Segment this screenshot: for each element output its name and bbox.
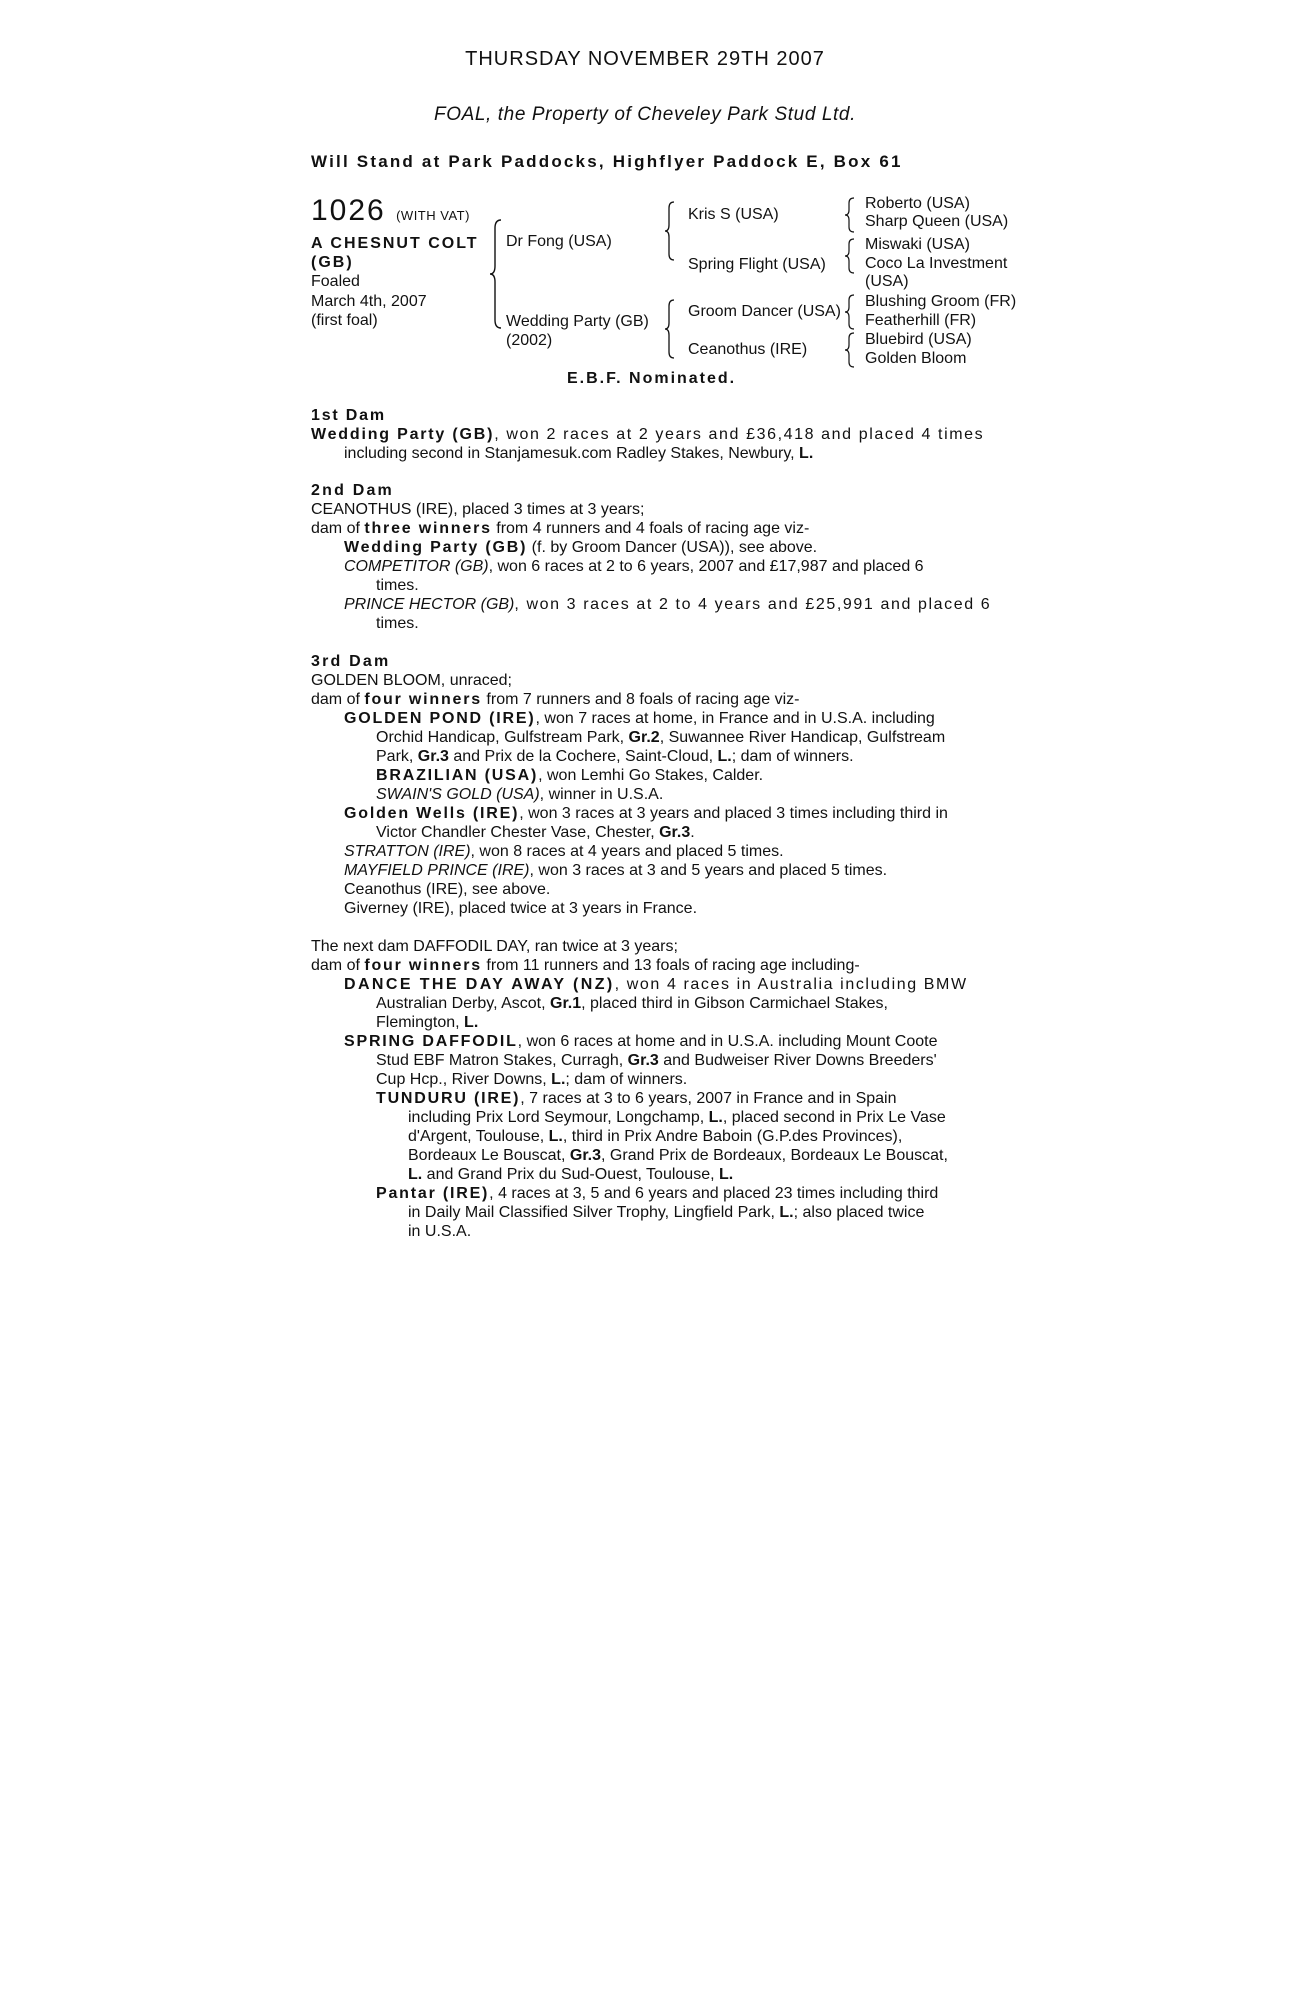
listed-label: L. xyxy=(464,1014,479,1031)
tunduru-text-3b: , third in Prix Andre Baboin (G.P.des Provinces), xyxy=(562,1128,903,1145)
golden-pond-line-2 xyxy=(311,728,991,747)
pantar-line-3: in U.S.A. xyxy=(408,1223,472,1240)
next-dam-dam-of xyxy=(311,956,991,975)
first-dam-heading: 1st Dam xyxy=(311,407,386,424)
first-dam-text-1: , won 2 races at 2 years and £36,418 and placed 4 times xyxy=(494,426,985,443)
dance-the-day-away-text-3: Flemington, xyxy=(376,1014,465,1031)
pantar-text-1: , 4 races at 3, 5 and 6 years and placed 23 times including third xyxy=(489,1185,939,1202)
stand-location: Will Stand at Park Paddocks, Highflyer Paddock E, Box 61 xyxy=(311,152,903,171)
pedigree-brace-ggp3 xyxy=(843,293,857,331)
third-dam-heading: 3rd Dam xyxy=(311,653,391,670)
brazilian-text: , won Lemhi Go Stakes, Calder. xyxy=(538,767,764,784)
pantar-line-2 xyxy=(311,1203,991,1222)
golden-pond-text-3c: ; dam of winners. xyxy=(731,748,854,765)
third-dam-dam-of xyxy=(311,690,991,709)
first-dam-text-2: including second in Stanjamesuk.com Radley Stakes, Newbury, xyxy=(344,445,800,462)
second-dam-heading: 2nd Dam xyxy=(311,482,394,499)
dam-dam: Ceanothus (IRE) xyxy=(688,341,808,358)
prince-hector-entry-cont: times. xyxy=(376,615,419,632)
golden-wells-text-1: , won 3 races at 3 years and placed 3 times including third in xyxy=(519,805,948,822)
winners-count: four winners xyxy=(364,957,482,974)
listed-label: L. xyxy=(717,748,732,765)
dam-of-suffix: from 7 runners and 8 foals of racing age viz- xyxy=(481,691,800,708)
second-dam-line-1: CEANOTHUS (IRE), placed 3 times at 3 years; xyxy=(311,501,645,518)
giverney-entry: Giverney (IRE), placed twice at 3 years in France. xyxy=(344,900,698,917)
swains-gold-name: SWAIN'S GOLD (USA) xyxy=(376,786,540,803)
wedding-party-name: Wedding Party (GB) xyxy=(344,539,528,556)
spring-daffodil-text-2b: and Budweiser River Downs Breeders' xyxy=(658,1052,937,1069)
dam-of-suffix: from 11 runners and 13 foals of racing age including- xyxy=(481,957,860,974)
dance-the-day-away-line-2 xyxy=(311,994,991,1013)
prince-hector-name: PRINCE HECTOR (GB) xyxy=(344,596,515,613)
ebf-nominated: E.B.F. Nominated. xyxy=(567,370,737,387)
dam-sire: Groom Dancer (USA) xyxy=(688,303,841,320)
tunduru-line-5 xyxy=(311,1165,991,1184)
tunduru-text-1: , 7 races at 3 to 6 years, 2007 in France and in Spain xyxy=(520,1090,897,1107)
winners-count: three winners xyxy=(364,520,492,537)
pedigree-brace-ggp1 xyxy=(843,196,857,234)
tunduru-text-2a: including Prix Lord Seymour, Longchamp, xyxy=(408,1109,709,1126)
lot-number-value: 1026 xyxy=(311,194,386,227)
swains-gold-text: , winner in U.S.A. xyxy=(539,786,664,803)
ggp-5: Blushing Groom (FR) xyxy=(865,293,1017,310)
tunduru-line-3 xyxy=(311,1127,991,1146)
dance-the-day-away-entry xyxy=(311,975,991,994)
dance-the-day-away-text-2a: Australian Derby, Ascot, xyxy=(376,995,550,1012)
grade-2-label: Gr.2 xyxy=(628,729,660,746)
mayfield-prince-text: , won 3 races at 3 and 5 years and placed 5 times. xyxy=(529,862,888,879)
pedigree-brace-sire xyxy=(662,200,678,262)
first-dam-line-2 xyxy=(311,444,991,463)
ggp-4-cont: (USA) xyxy=(865,273,909,290)
ggp-3: Miswaki (USA) xyxy=(865,236,970,253)
pedigree-brace-ggp4 xyxy=(843,331,857,369)
first-dam-line-1 xyxy=(311,425,991,444)
lot-number xyxy=(311,194,470,228)
tunduru-line-2 xyxy=(311,1108,991,1127)
first-foal-note: (first foal) xyxy=(311,312,378,329)
dance-the-day-away-text-2b: , placed third in Gibson Carmichael Stakes, xyxy=(581,995,888,1012)
listed-label: L. xyxy=(408,1166,423,1183)
ggp-4: Coco La Investment xyxy=(865,255,1008,272)
grade-3-label: Gr.3 xyxy=(627,1052,659,1069)
first-dam-name: Wedding Party (GB) xyxy=(311,426,495,443)
second-dam-section xyxy=(311,481,991,633)
brazilian-entry xyxy=(311,766,991,785)
dam-name: Wedding Party (GB) xyxy=(506,313,649,330)
tunduru-text-3a: d'Argent, Toulouse, xyxy=(408,1128,549,1145)
pantar-text-2a: in Daily Mail Classified Silver Trophy, Lingfield Park, xyxy=(408,1204,780,1221)
grade-1-label: Gr.1 xyxy=(550,995,582,1012)
spring-daffodil-text-3b: ; dam of winners. xyxy=(565,1071,688,1088)
pedigree-brace-dam xyxy=(662,298,678,360)
competitor-entry xyxy=(311,557,991,576)
grade-3-label: Gr.3 xyxy=(569,1147,602,1164)
golden-pond-text-3b: and Prix de la Cochere, Saint-Cloud, xyxy=(448,748,718,765)
sire-dam: Spring Flight (USA) xyxy=(688,256,826,273)
listed-label: L. xyxy=(551,1071,566,1088)
stratton-name: STRATTON (IRE) xyxy=(344,843,471,860)
listed-label: L. xyxy=(779,1204,794,1221)
swains-gold-entry xyxy=(311,785,991,804)
golden-pond-text-3a: Park, xyxy=(376,748,418,765)
golden-pond-text-1: , won 7 races at home, in France and in U.S.A. including xyxy=(535,710,935,727)
listed-label: L. xyxy=(548,1128,563,1145)
next-dam-line-1: The next dam DAFFODIL DAY, ran twice at 3 years; xyxy=(311,938,678,955)
golden-pond-line-3 xyxy=(311,747,991,766)
stratton-text: , won 8 races at 4 years and placed 5 times. xyxy=(470,843,784,860)
spring-daffodil-name: SPRING DAFFODIL xyxy=(344,1033,518,1050)
wedding-party-text: (f. by Groom Dancer (USA)), see above. xyxy=(527,539,818,556)
stratton-entry xyxy=(311,842,991,861)
competitor-text: , won 6 races at 2 to 6 years, 2007 and £17,987 and placed 6 xyxy=(488,558,924,575)
tunduru-entry xyxy=(311,1089,991,1108)
dance-the-day-away-name: DANCE THE DAY AWAY (NZ) xyxy=(344,976,615,993)
wedding-party-entry xyxy=(311,538,991,557)
lot-title: A CHESNUT COLT xyxy=(311,235,479,252)
grade-3-label: Gr.3 xyxy=(659,824,691,841)
sire-sire: Kris S (USA) xyxy=(688,206,779,223)
golden-pond-name: GOLDEN POND (IRE) xyxy=(344,710,536,727)
tunduru-text-4a: Bordeaux Le Bouscat, xyxy=(408,1147,570,1164)
golden-wells-entry xyxy=(311,804,991,823)
mayfield-prince-name: MAYFIELD PRINCE (IRE) xyxy=(344,862,530,879)
pedigree-brace-ggp2 xyxy=(843,237,857,275)
tunduru-text-4b: , Grand Prix de Bordeaux, Bordeaux Le Bouscat, xyxy=(601,1147,948,1164)
ggp-7: Bluebird (USA) xyxy=(865,331,972,348)
property-line: FOAL, the Property of Cheveley Park Stud Ltd. xyxy=(434,104,856,125)
spring-daffodil-line-3 xyxy=(311,1070,991,1089)
dam-of-suffix: from 4 runners and 4 foals of racing age viz- xyxy=(491,520,810,537)
third-dam-line-1: GOLDEN BLOOM, unraced; xyxy=(311,672,512,689)
pantar-name: Pantar (IRE) xyxy=(376,1185,490,1202)
tunduru-line-4 xyxy=(311,1146,991,1165)
dam-of-prefix: dam of xyxy=(311,691,365,708)
winners-count: four winners xyxy=(364,691,482,708)
sale-date: THURSDAY NOVEMBER 29TH 2007 xyxy=(465,48,825,70)
dam-of-prefix: dam of xyxy=(311,957,365,974)
grade-3-label: Gr.3 xyxy=(417,748,449,765)
spring-daffodil-text-1: , won 6 races at home and in U.S.A. including Mount Coote xyxy=(517,1033,938,1050)
ggp-2: Sharp Queen (USA) xyxy=(865,213,1009,230)
golden-pond-entry xyxy=(311,709,991,728)
listed-label: L. xyxy=(708,1109,723,1126)
foaled-date: March 4th, 2007 xyxy=(311,293,427,310)
competitor-name: COMPETITOR (GB) xyxy=(344,558,489,575)
first-dam-section xyxy=(311,406,991,463)
dam-of-prefix: dam of xyxy=(311,520,365,537)
ggp-8: Golden Bloom xyxy=(865,350,967,367)
dance-the-day-away-line-3 xyxy=(311,1013,991,1032)
dance-the-day-away-text-1: , won 4 races in Australia including BMW xyxy=(614,976,968,993)
pantar-entry xyxy=(311,1184,991,1203)
ggp-1: Roberto (USA) xyxy=(865,195,970,212)
golden-pond-text-2a: Orchid Handicap, Gulfstream Park, xyxy=(376,729,629,746)
tunduru-name: TUNDURU (IRE) xyxy=(376,1090,521,1107)
ggp-6: Featherhill (FR) xyxy=(865,312,977,329)
pedigree-brace-main xyxy=(487,218,505,330)
lot-origin: (GB) xyxy=(311,254,354,271)
prince-hector-text: , won 3 races at 2 to 4 years and £25,991 and placed 6 xyxy=(514,596,992,613)
competitor-entry-cont: times. xyxy=(376,577,419,594)
listed-label: L. xyxy=(718,1166,734,1183)
tunduru-text-5a: and Grand Prix du Sud-Ouest, Toulouse, xyxy=(422,1166,719,1183)
third-dam-section xyxy=(311,652,991,918)
golden-wells-line-2 xyxy=(311,823,991,842)
vat-note: (WITH VAT) xyxy=(396,208,470,223)
spring-daffodil-line-2 xyxy=(311,1051,991,1070)
foaled-label: Foaled xyxy=(311,273,360,290)
second-dam-dam-of xyxy=(311,519,991,538)
spring-daffodil-text-2a: Stud EBF Matron Stakes, Curragh, xyxy=(376,1052,628,1069)
next-dam-section xyxy=(311,937,991,1241)
golden-wells-text-2: Victor Chandler Chester Vase, Chester, xyxy=(376,824,660,841)
ceanothus-entry: Ceanothus (IRE), see above. xyxy=(344,881,551,898)
pantar-text-2b: ; also placed twice xyxy=(793,1204,925,1221)
golden-pond-text-2b: , Suwannee River Handicap, Gulfstream xyxy=(659,729,946,746)
prince-hector-entry xyxy=(311,595,991,614)
spring-daffodil-text-3a: Cup Hcp., River Downs, xyxy=(376,1071,552,1088)
sire-name: Dr Fong (USA) xyxy=(506,233,612,250)
golden-wells-end: . xyxy=(690,824,695,841)
first-dam-listed: L. xyxy=(799,445,814,462)
spring-daffodil-entry xyxy=(311,1032,991,1051)
dam-year: (2002) xyxy=(506,332,553,349)
mayfield-prince-entry xyxy=(311,861,991,880)
brazilian-name: BRAZILIAN (USA) xyxy=(376,767,539,784)
tunduru-text-2b: , placed second in Prix Le Vase xyxy=(722,1109,946,1126)
golden-wells-name: Golden Wells (IRE) xyxy=(344,805,520,822)
